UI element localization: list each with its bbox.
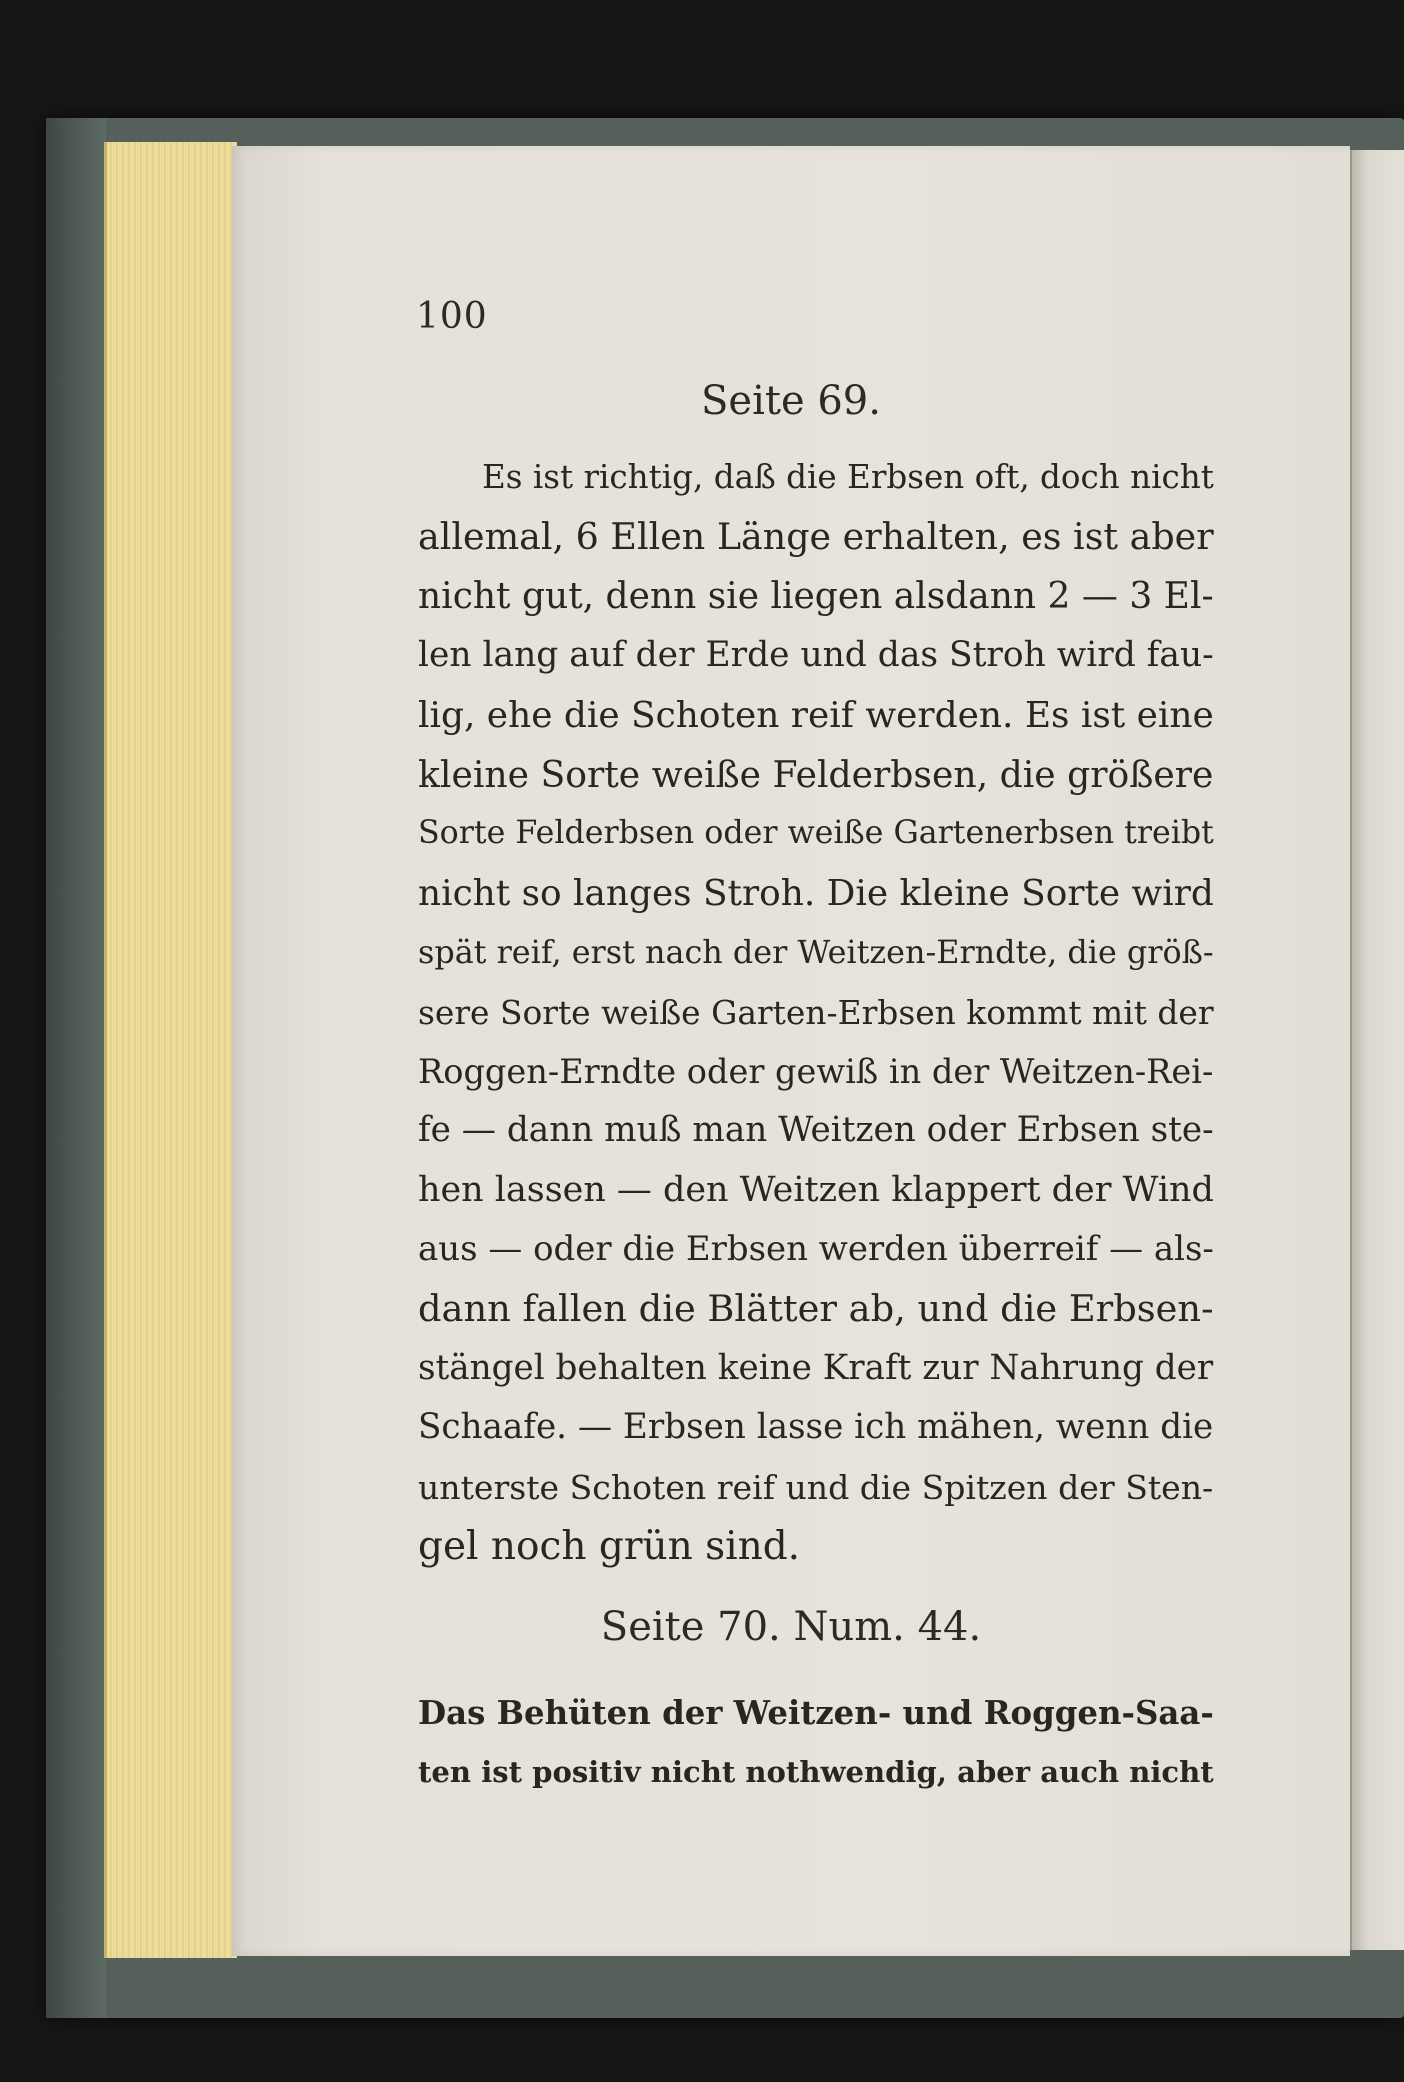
text-line: lig, ehe die Schoten reif werden. Es ist eine: [418, 694, 1214, 736]
page-edges: [104, 142, 237, 1958]
next-page-edge: [1350, 150, 1404, 1950]
text-line: sere Sorte weiße Garten-Erbsen kommt mit der: [418, 992, 1214, 1032]
text-line: Schaafe. — Erbsen lasse ich mähen, wenn die: [418, 1407, 1214, 1448]
section-heading-1: Seite 69.: [701, 378, 881, 424]
text-line: stängel behalten keine Kraft zur Nahrung der: [418, 1347, 1214, 1388]
text-line: Das Behüten der Weitzen- und Roggen-Saa-: [418, 1694, 1214, 1732]
text-line: dann fallen die Blätter ab, und die Erbsen-: [418, 1287, 1214, 1331]
text-line: aus — oder die Erbsen werden überreif — als-: [418, 1229, 1214, 1270]
text-line: nicht gut, denn sie liegen alsdann 2 — 3 El-: [418, 575, 1214, 617]
text-line: gel noch grün sind.: [418, 1524, 801, 1570]
text-line: hen lassen — den Weitzen klappert der Wind: [418, 1169, 1214, 1210]
paragraph-2: [418, 1684, 1214, 1803]
text-line: fe — dann muß man Weitzen oder Erbsen ste-: [418, 1110, 1214, 1151]
paragraph-1: [418, 448, 1214, 1576]
text-line: len lang auf der Erde und das Stroh wird fau-: [418, 635, 1214, 676]
text-line: kleine Sorte weiße Felderbsen, die größere: [418, 752, 1214, 796]
text-line: nicht so langes Stroh. Die kleine Sorte wird: [418, 872, 1214, 914]
page-number: 100: [416, 296, 488, 337]
cover-spine-shade: [46, 118, 106, 2018]
section-heading-2: Seite 70. Num. 44.: [600, 1604, 982, 1650]
text-line: unterste Schoten reif und die Spitzen der Sten-: [418, 1467, 1214, 1507]
text-line: Sorte Felderbsen oder weiße Gartenerbsen treibt: [418, 815, 1214, 852]
text-line: allemal, 6 Ellen Länge erhalten, es ist aber: [418, 515, 1214, 559]
text-line: ten ist positiv nicht nothwendig, aber auch nicht: [418, 1755, 1214, 1790]
text-line: Roggen-Erndte oder gewiß in der Weitzen-Rei-: [418, 1051, 1214, 1091]
text-line: spät reif, erst nach der Weitzen-Erndte, die größ-: [418, 933, 1214, 972]
text-line: Es ist richtig, daß die Erbsen oft, doch nicht: [482, 458, 1214, 496]
